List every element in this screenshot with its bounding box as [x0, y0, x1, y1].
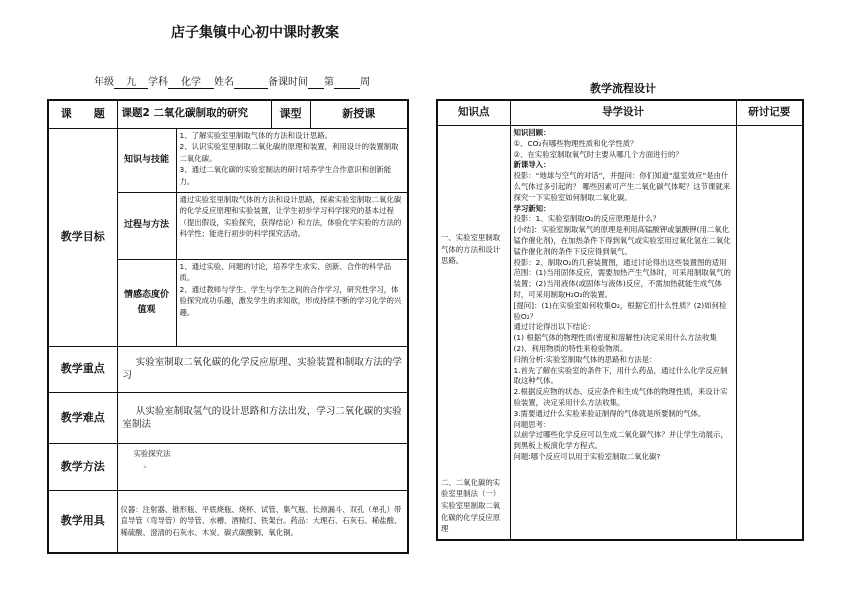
- guide-line: 投影：“地球与空气的对话”，并提问：你们知道“温室效应”是由什么气体过多引起的？ 哪些因素可产生二氧化碳气体呢？这节课就来探究一下实验室如何制取二氧化碳。: [513, 171, 731, 202]
- goal-attitude-label: 情感态度价值观: [117, 259, 176, 346]
- guide-line: 学习新知：: [513, 203, 551, 213]
- tools-content: 仪器：注射器、锥形瓶、平底烧瓶、烧杯、试管、集气瓶、长颈漏斗、双孔（单孔）带直导管（弯导管）的导管、水槽、酒精灯、铁架台。药品：大理石、石灰石、稀盐酸、稀硫酸、澄清的石灰水、木炭、碳式碳酸铜、氧化铜。: [117, 490, 408, 553]
- guide-line: 以前学过哪些化学反应可以生成二氧化碳气体？并让学生动展示，到黑板上板演化学方程式。: [513, 430, 728, 451]
- name-value: [234, 77, 268, 89]
- key-label: 教学重点: [48, 346, 117, 392]
- knowledge-point-2: 二、二氧化碳的实验室里制法（一）实验室里制取二氧化碳的化学反应原理: [441, 477, 501, 534]
- topic-value: 课题2 二氧化碳制取的研究: [117, 100, 271, 128]
- guide-line: 问题:哪个反应可以用于实验室制取二氧化碳?: [513, 451, 661, 461]
- goal-process-label: 过程与方法: [117, 192, 176, 259]
- guide-line: (1) 根据气体的物理性质(密度和溶解性)决定采用什么方法收集: [513, 333, 717, 343]
- name-label: 姓名: [214, 77, 234, 88]
- flow-table: [436, 99, 804, 541]
- guide-line: 2.根据反应物的状态、反应条件和生成气体的物理性质，来设计实验装置，决定采用什么方法收集。: [513, 387, 728, 407]
- lesson-plan-table: [47, 99, 409, 554]
- goal-line: 1、了解实验室里制取气体的方法和设计思路。: [179, 130, 333, 140]
- page-title: 店子集镇中心初中课时教案: [171, 25, 339, 41]
- goal-line: 3、通过二氧化碳的实验室制法的研讨培养学生合作意识和创新能力。: [179, 165, 392, 186]
- week-suffix: 周: [360, 77, 370, 88]
- goal-knowledge-label: 知识与技能: [117, 128, 176, 192]
- guide-line: 问题思考：: [513, 419, 551, 429]
- guide-line: ①、CO₂有哪些物理性质和化学性质？: [513, 138, 638, 148]
- grade-value: 九: [114, 73, 148, 89]
- col-knowledge-header: 知识点: [437, 100, 510, 126]
- grade-label: 年级: [94, 77, 114, 88]
- goal-process-content: [176, 192, 408, 259]
- method-value: 实验探究法: [133, 448, 171, 458]
- guide-column: [510, 126, 736, 540]
- guide-line: (2)、利用物质的特性来检验物质。: [513, 343, 628, 353]
- topic-label: 课 题: [48, 100, 117, 128]
- type-value: 新授课: [310, 100, 408, 128]
- week-prefix: 第: [324, 77, 334, 88]
- tools-label: 教学用具: [48, 490, 117, 553]
- method-label: 教学方法: [48, 443, 117, 490]
- goal-line: 通过实验室里制取气体的方法和设计思路，探索实验室制取二氧化碳的化学反应原理和实验装置，让学生初步学习科学探究的基本过程（提出假设，实验探究，获得结论）和方法，体验化学实验的方法的科学性；能进行初步的科学探究活动。: [179, 194, 402, 239]
- col-guide-header: 导学设计: [510, 100, 736, 126]
- key-content: 实验室制取二氧化碳的化学反应原理、实验装置和制取方法的学习: [117, 346, 408, 392]
- guide-line: [提问]：(1)在实验室如何收集O₂，根据它们什么性质？(2)如何检验O₂？: [513, 300, 727, 321]
- guide-line: 新课导入：: [513, 160, 551, 170]
- method-content: [117, 443, 408, 490]
- subject-value: 化学: [168, 73, 214, 89]
- guide-line: 归纳分析:实验室制取气体的思路和方法是：: [513, 354, 657, 364]
- time-value: [308, 77, 324, 89]
- notes-column: [736, 126, 803, 540]
- method-dot: 。: [143, 460, 151, 470]
- week-value: [334, 77, 360, 89]
- subject-label: 学科: [148, 77, 168, 88]
- goal-knowledge-content: [176, 128, 408, 192]
- guide-line: [小结]：实验室制取氧气的原理是利用高锰酸钾或氯酸钾(用二氧化锰作催化剂)，在加热条件下得到氧气或实验室用过氧化氢在二氧化锰作催化剂的条件下反应得到氧气。: [513, 225, 731, 256]
- col-notes-header: 研讨记要: [736, 100, 803, 126]
- knowledge-column: [437, 126, 510, 540]
- goal-line: 2、认识实验室里制取二氧化碳的原理和装置，利用设计的装置制取二氧化碳。: [179, 142, 399, 163]
- guide-line: ②、在实验室制取氧气时主要从哪几个方面进行的？: [513, 149, 683, 159]
- flow-title: 教学流程设计: [590, 82, 656, 95]
- guide-line: 1.首先了解在实验室的条件下，用什么药品，通过什么化学反应制取这种气体。: [513, 365, 728, 386]
- guide-line: 投影：2、制取O₂的几套装置图，通过讨论得出这些装置图的适用范围：(1)当用固体反应，需要加热产生气体时，可采用制取氧气的装置；(2)当用液体(或固体与液体)反应，不需加热就能生成气体时，可采用制取H₂O₂的装置。: [513, 257, 731, 299]
- knowledge-point-1: 一、实验室里制取气体的方法和设计思路。: [441, 233, 501, 266]
- header-meta-line: [94, 73, 370, 89]
- goal-attitude-content: [176, 259, 408, 346]
- time-label: 备课时间: [268, 77, 308, 88]
- goal-line: 2、通过教师与学生、学生与学生之间的合作学习，研究性学习，体验探究成功乐趣，激发学生的求知欲，形成持续不断的学习化学的兴趣。: [179, 284, 402, 317]
- difficulty-content: 从实验室制取氢气的设计思路和方法出发，学习二氧化碳的实验室制法: [117, 392, 408, 443]
- difficulty-label: 教学难点: [48, 392, 117, 443]
- guide-line: 通过讨论得出以下结论：: [513, 322, 595, 332]
- guide-line: 3.需要通过什么实验来验证制得的气体就是所要制的气体。: [513, 408, 706, 418]
- type-label: 课型: [271, 100, 310, 128]
- guide-line: 知识回顾：: [513, 128, 551, 137]
- guide-line: 投影：1、实验室制取O₂的反应原理是什么？: [513, 214, 661, 224]
- goals-label: 教学目标: [48, 128, 117, 346]
- goal-line: 1、通过实验、问题的讨论，培养学生求实、创新、合作的科学品质。: [179, 261, 392, 283]
